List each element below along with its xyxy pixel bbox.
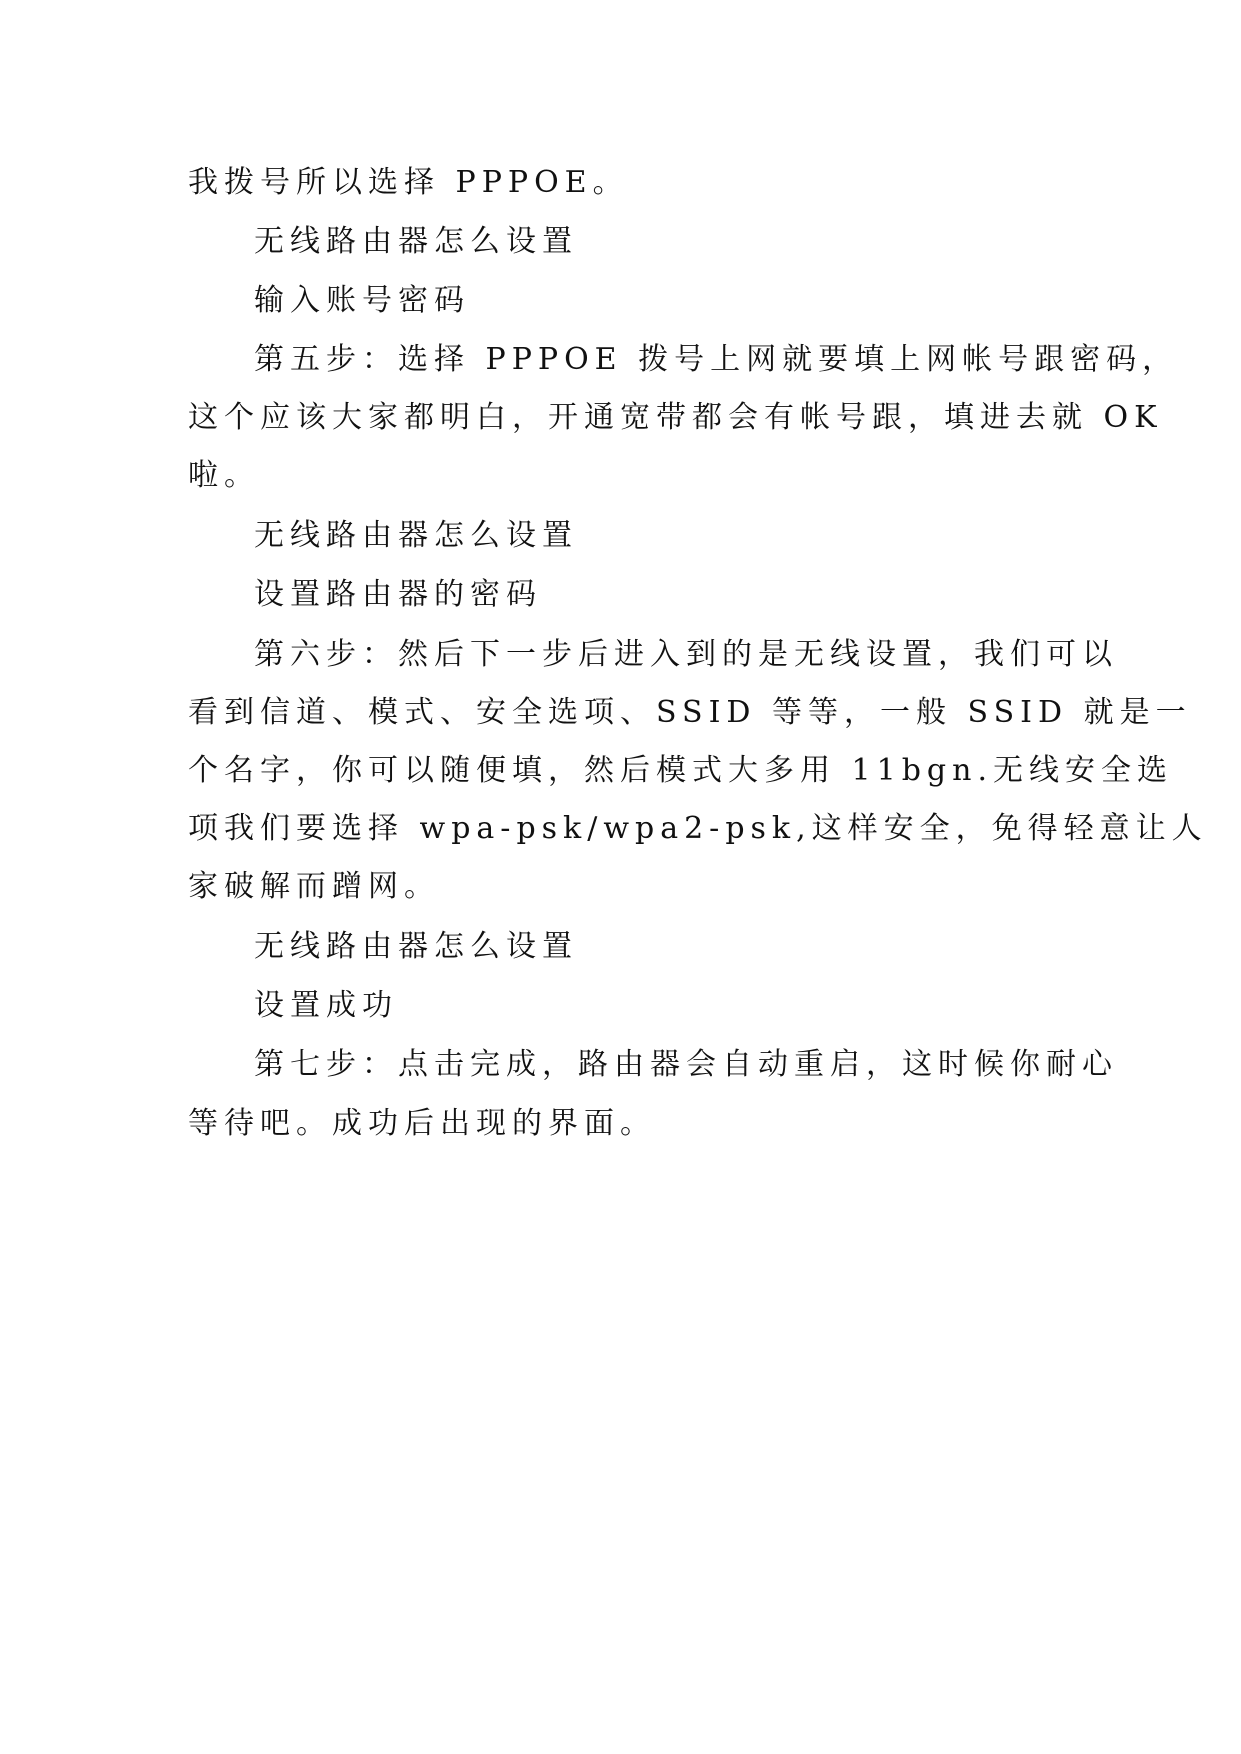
paragraph-line: 我拨号所以选择 PPPOE。 (188, 165, 629, 200)
paragraph-line: 等待吧。成功后出现的界面。 (188, 1106, 656, 1141)
paragraph-line: 啦。 (188, 458, 260, 493)
paragraph-line: 个名字，你可以随便填，然后模式大多用 11bgn.无线安全选 (188, 753, 1173, 788)
section-heading: 设置成功 (254, 988, 398, 1023)
section-heading: 输入账号密码 (254, 283, 470, 318)
paragraph-line: 家破解而蹭网。 (188, 869, 440, 904)
image-caption: 无线路由器怎么设置 (254, 518, 578, 553)
section-heading: 设置路由器的密码 (254, 577, 542, 612)
paragraph-line: 这个应该大家都明白，开通宽带都会有帐号跟，填进去就 OK (188, 400, 1163, 435)
paragraph-line: 第七步：点击完成，路由器会自动重启，这时候你耐心 (254, 1047, 1118, 1082)
paragraph-line: 第五步：选择 PPPOE 拨号上网就要填上网帐号跟密码， (254, 342, 1179, 377)
paragraph-line: 第六步：然后下一步后进入到的是无线设置，我们可以 (254, 637, 1118, 672)
image-caption: 无线路由器怎么设置 (254, 224, 578, 259)
paragraph-line: 看到信道、模式、安全选项、SSID 等等，一般 SSID 就是一 (188, 695, 1192, 730)
image-caption: 无线路由器怎么设置 (254, 929, 578, 964)
paragraph-line: 项我们要选择 wpa-psk/wpa2-psk,这样安全，免得轻意让人 (188, 811, 1208, 846)
